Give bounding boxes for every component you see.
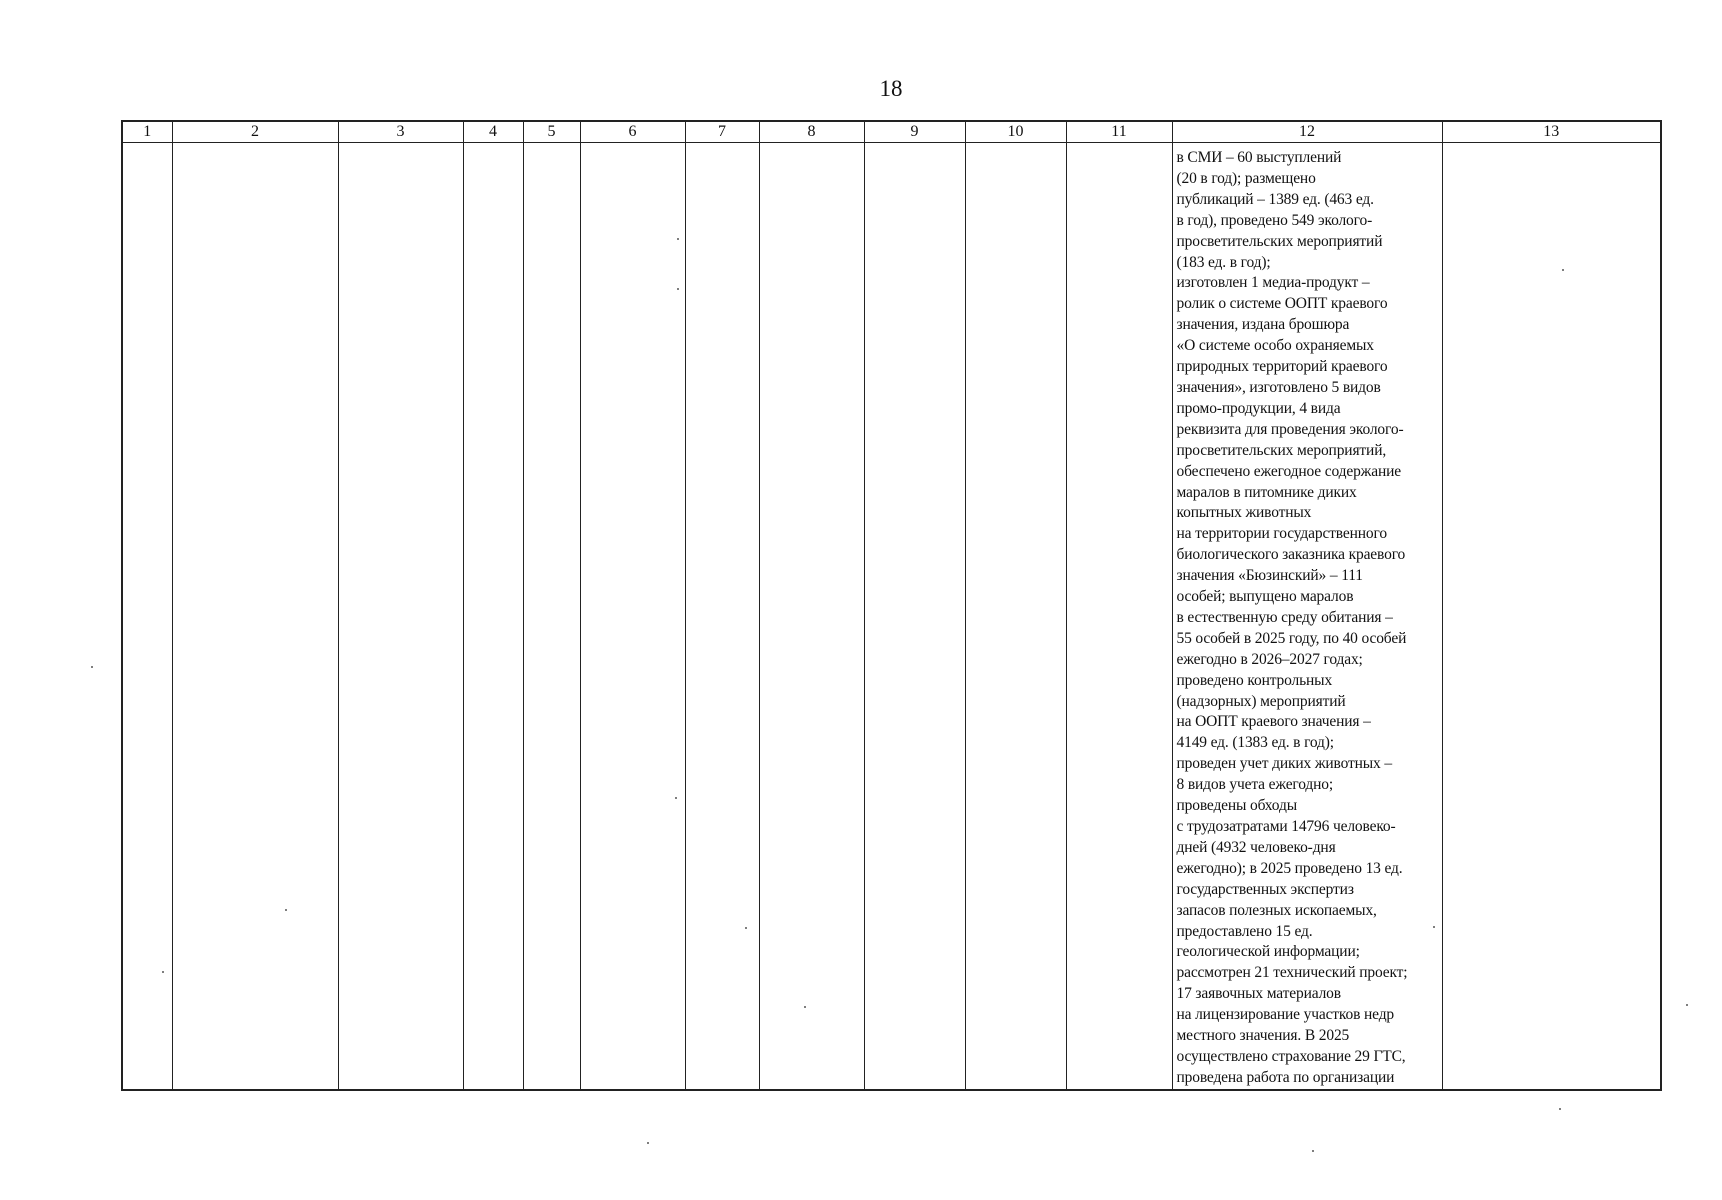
text-line: ролик о системе ООПТ краевого (1176, 295, 1388, 313)
column-header-9: 9 (864, 121, 965, 143)
text-line: маралов в питомнике диких (1176, 483, 1357, 501)
scan-speck (1433, 926, 1435, 928)
scan-speck (162, 971, 164, 973)
cell-col-12 (1172, 143, 1442, 1090)
table-row (122, 143, 1661, 1090)
page-number: 18 (879, 76, 903, 101)
scan-speck (1312, 1150, 1314, 1152)
column-number-row (122, 121, 1661, 143)
cell-col-5 (523, 143, 580, 1090)
text-line: изготовлен 1 медиа-продукт – (1176, 274, 1370, 292)
text-line: природных территорий краевого (1176, 358, 1388, 376)
cell-col-10 (965, 143, 1066, 1090)
scan-speck (91, 666, 93, 668)
cell-col-8 (759, 143, 864, 1090)
text-line: значения, издана брошюра (1176, 316, 1350, 334)
text-line: запасов полезных ископаемых, (1176, 901, 1377, 919)
cell-col-13 (1442, 143, 1661, 1090)
scan-speck (285, 909, 287, 911)
cell-col-2 (172, 143, 338, 1090)
column-header-11: 11 (1066, 121, 1172, 143)
text-line: в СМИ – 60 выступлений (1176, 149, 1342, 166)
text-line: местного значения. В 2025 (1176, 1027, 1350, 1045)
scan-speck (1686, 1004, 1688, 1006)
text-line: публикаций – 1389 ед. (463 ед. (1176, 190, 1374, 208)
text-line: на лицензирование участков недр (1176, 1006, 1395, 1024)
text-line: ежегодно); в 2025 проведено 13 ед. (1176, 859, 1403, 877)
column-header-8: 8 (759, 121, 864, 143)
text-line: ежегодно в 2026–2027 годах; (1176, 650, 1363, 668)
scan-speck (745, 927, 747, 929)
column-header-1: 1 (122, 121, 172, 143)
text-line: просветительских мероприятий (1176, 232, 1383, 250)
text-line: реквизита для проведения эколого- (1176, 420, 1404, 438)
text-line: промо-продукции, 4 вида (1176, 399, 1341, 417)
text-line: проведены обходы (1176, 797, 1297, 815)
column-header-12: 12 (1172, 121, 1442, 143)
text-line: просветительских мероприятий, (1176, 441, 1387, 459)
column-header-4: 4 (463, 121, 523, 143)
text-line: 17 заявочных материалов (1176, 985, 1341, 1003)
text-line: проведен учет диких животных – (1176, 755, 1392, 773)
scan-speck (1562, 269, 1564, 271)
results-text (1173, 143, 1442, 1089)
scan-speck (647, 1142, 649, 1144)
text-line: в естественную среду обитания – (1176, 608, 1393, 626)
cell-col-4 (463, 143, 523, 1090)
text-line: геологической информации; (1176, 943, 1360, 961)
text-line: значения», изготовлено 5 видов (1176, 378, 1381, 396)
text-line: копытных животных (1176, 504, 1312, 522)
cell-col-3 (338, 143, 463, 1090)
cell-col-1 (122, 143, 172, 1090)
cell-col-9 (864, 143, 965, 1090)
scan-speck (804, 1006, 806, 1008)
column-header-5: 5 (523, 121, 580, 143)
scan-speck (677, 288, 679, 290)
column-header-2: 2 (172, 121, 338, 143)
text-line: «О системе особо охраняемых (1176, 337, 1374, 355)
scan-speck (675, 797, 677, 799)
text-line: 4149 ед. (1383 ед. в год); (1176, 734, 1334, 752)
text-line: 8 видов учета ежегодно; (1176, 776, 1334, 794)
text-line: биологического заказника краевого (1176, 546, 1406, 564)
text-line: значения «Бюзинский» – 111 (1176, 567, 1363, 585)
cell-col-7 (685, 143, 759, 1090)
text-line: на территории государственного (1176, 525, 1387, 543)
report-table (121, 120, 1662, 1091)
column-header-13: 13 (1442, 121, 1661, 143)
text-line: государственных экспертиз (1176, 880, 1354, 898)
text-line: (20 в год); размещено (1176, 169, 1316, 187)
column-header-3: 3 (338, 121, 463, 143)
text-line: рассмотрен 21 технический проект; (1176, 964, 1408, 982)
cell-col-11 (1066, 143, 1172, 1090)
scan-speck (1559, 1108, 1561, 1110)
column-header-7: 7 (685, 121, 759, 143)
text-line: обеспечено ежегодное содержание (1176, 462, 1401, 480)
column-header-10: 10 (965, 121, 1066, 143)
text-line: в год), проведено 549 эколого- (1176, 211, 1373, 229)
text-line: особей; выпущено маралов (1176, 588, 1354, 606)
text-line: дней (4932 человеко-дня (1176, 838, 1336, 856)
column-header-6: 6 (580, 121, 685, 143)
text-line: проведена работа по организации (1176, 1068, 1395, 1086)
text-line: (183 ед. в год); (1176, 253, 1271, 271)
text-line: 55 особей в 2025 году, по 40 особей (1176, 629, 1407, 647)
scan-speck (677, 238, 679, 240)
cell-col-6 (580, 143, 685, 1090)
text-line: с трудозатратами 14796 человеко- (1176, 818, 1396, 835)
text-line: на ООПТ краевого значения – (1176, 713, 1371, 731)
text-line: проведено контрольных (1176, 671, 1333, 689)
text-line: (надзорных) мероприятий (1176, 692, 1346, 710)
text-line: предоставлено 15 ед. (1176, 922, 1313, 940)
text-line: осуществлено страхование 29 ГТС, (1176, 1047, 1406, 1065)
